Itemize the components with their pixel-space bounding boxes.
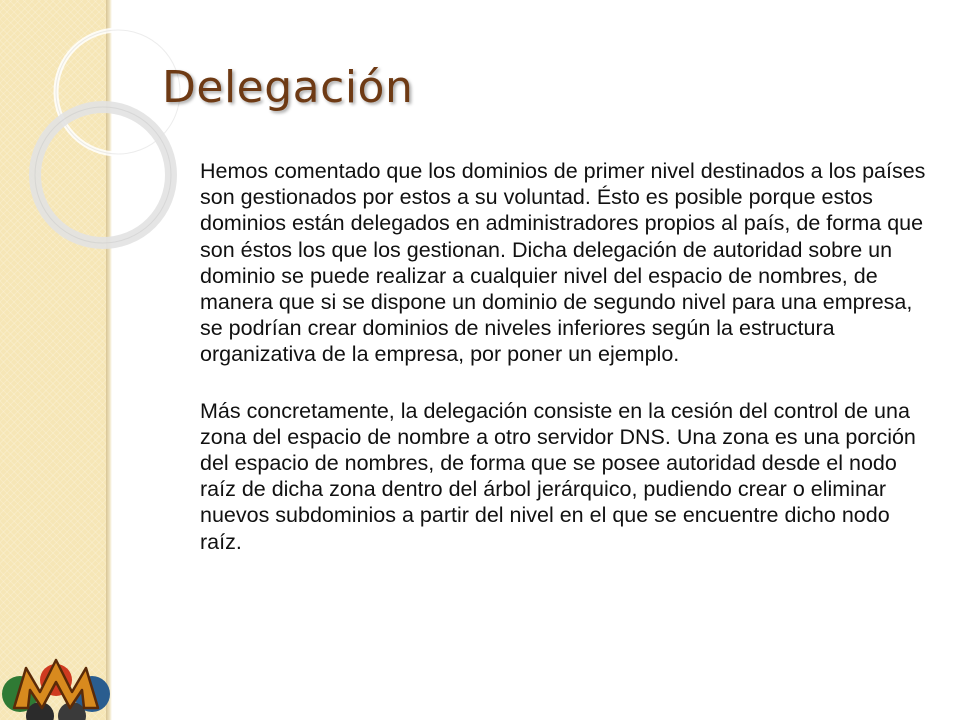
paragraph-1: Hemos comentado que los dominios de primer nivel destinados a los países son gestionados por estos a su voluntad. Ésto es posible porque estos dominios están delegados en administradores propios al país, de forma que son éstos los que los gestionan. Dicha delegación de autoridad sobre un dominio se puede realizar a cualquier nivel del espacio de nombres, de manera que si se dispone un dominio de segundo nivel para una empresa, se podrían crear dominios de niveles inferiores según la estructura organizativa de la empresa, por poner un ejemplo.: [200, 159, 926, 367]
slide-body: [200, 158, 935, 585]
magic-logo-icon: [0, 646, 112, 720]
paragraph-2: Más concretamente, la delegación consiste en la cesión del control de una zona del espacio de nombre a otro servidor DNS. Una zona es una porción del espacio de nombres, de forma que se posee autoridad desde el nodo raíz de dicha zona dentro del árbol jerárquico, pudiendo crear o eliminar nuevos subdominios a partir del nivel en el que se encuentre dicho nodo raíz.: [200, 398, 916, 554]
slide-title: Delegación: [162, 62, 414, 113]
